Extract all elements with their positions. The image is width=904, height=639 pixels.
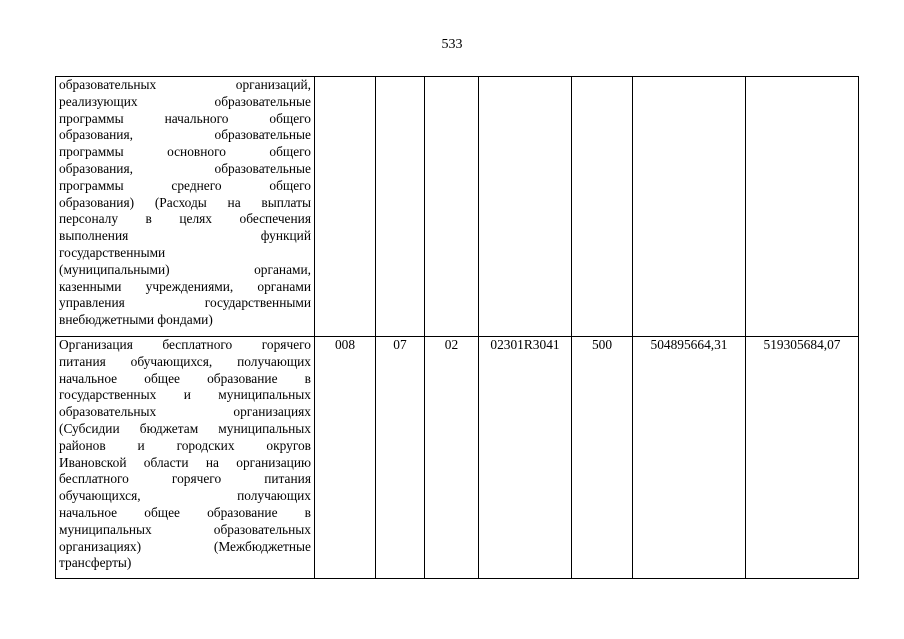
- description-line: (муниципальными) органами,: [59, 261, 311, 277]
- description-line: внебюджетными фондами): [59, 312, 213, 328]
- table-body: [56, 77, 859, 579]
- subsection-code: [425, 77, 479, 337]
- description-line: персоналу в целях обеспечения: [59, 211, 311, 227]
- description-line: Ивановской области на организацию: [59, 454, 311, 470]
- subsection-code: 02: [425, 337, 479, 579]
- description-line: государственными: [59, 244, 166, 260]
- description-line: программы начального общего: [59, 110, 311, 126]
- description-line: бесплатного горячего питания: [59, 471, 311, 487]
- expense-type-code: [572, 77, 633, 337]
- ministry-code: [315, 77, 376, 337]
- page-number: 533: [441, 37, 463, 52]
- description-line: казенными учреждениями, органами: [59, 278, 311, 294]
- expense-type-code: 500: [572, 337, 633, 579]
- amount-year2: [746, 77, 859, 337]
- description-line: районов и городских округов: [59, 437, 311, 453]
- section-code: [376, 77, 425, 337]
- description-line: обучающихся, получающих: [59, 488, 311, 504]
- description-line: управления государственными: [59, 295, 311, 311]
- description-line: образования, образовательные: [59, 127, 311, 143]
- description-line: трансферты): [59, 555, 132, 571]
- amount-year1: [633, 77, 746, 337]
- description-line: начальное общее образование в: [59, 370, 311, 386]
- ministry-code: 008: [315, 337, 376, 579]
- target-article-code: [479, 77, 572, 337]
- description-line: программы среднего общего: [59, 177, 311, 193]
- description-line: образования, образовательные: [59, 160, 311, 176]
- description-line: образования) (Расходы на выплаты: [59, 194, 311, 210]
- description-line: начальное общее образование в: [59, 504, 311, 520]
- row-description: [56, 337, 315, 579]
- description-line: Организация бесплатного горячего: [59, 337, 311, 352]
- description-line: выполнения функций: [59, 228, 311, 244]
- description-line: образовательных организациях: [59, 404, 311, 420]
- description-line: организациях) (Межбюджетные: [59, 538, 311, 554]
- amount-year1: 504895664,31: [633, 337, 746, 579]
- description-line: (Субсидии бюджетам муниципальных: [59, 420, 311, 436]
- table-row: [56, 337, 859, 579]
- description-line: программы основного общего: [59, 144, 311, 160]
- budget-table: [55, 76, 859, 579]
- table-row: [56, 77, 859, 337]
- target-article-code: 02301R3041: [479, 337, 572, 579]
- description-line: питания обучающихся, получающих: [59, 353, 311, 369]
- description-line: образовательных организаций,: [59, 77, 311, 92]
- amount-year2: 519305684,07: [746, 337, 859, 579]
- description-line: муниципальных образовательных: [59, 521, 311, 537]
- description-line: государственных и муниципальных: [59, 387, 311, 403]
- row-description: [56, 77, 315, 337]
- section-code: 07: [376, 337, 425, 579]
- description-line: реализующих образовательные: [59, 93, 311, 109]
